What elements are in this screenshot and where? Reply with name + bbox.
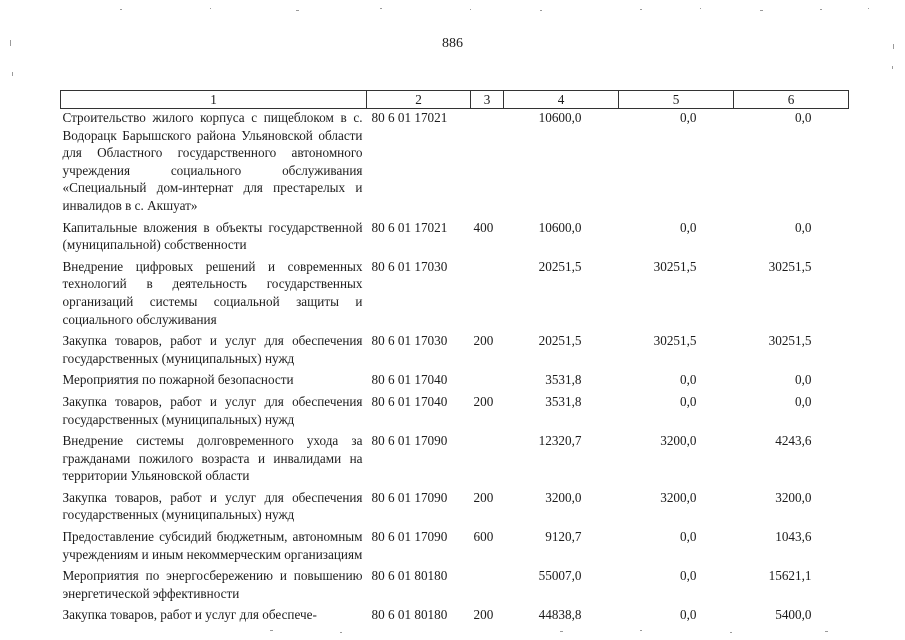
table-row — [61, 371, 849, 393]
table-header — [61, 91, 849, 109]
row-expense-type: 200 — [473, 333, 494, 349]
row-code: 80 6 01 17021 — [371, 110, 448, 125]
table-row — [61, 109, 849, 219]
row-value-2023: 10600,0 — [538, 219, 582, 235]
row-name: Закупка товаров, работ и услуг для обеспечения государственных (муниципальных) нужд — [62, 489, 363, 523]
row-expense-type — [471, 432, 504, 489]
row-value-2024: 30251,5 — [653, 258, 697, 274]
row-value-2025: 30251,5 — [768, 333, 812, 349]
budget-table — [60, 90, 849, 624]
row-value-2024: 0,0 — [680, 393, 697, 409]
page-number: 886 — [442, 36, 463, 51]
row-value-2025: 15621,1 — [768, 568, 812, 584]
row-code: 80 6 01 17090 — [371, 489, 448, 505]
row-expense-type: 600 — [473, 529, 494, 545]
row-value-2025: 0,0 — [795, 219, 812, 235]
row-value-2024: 0,0 — [680, 110, 697, 125]
row-name: Предоставление субсидий бюджетным, автономным учреждениям и иным некоммерческим организациям — [62, 529, 363, 562]
row-name: Внедрение системы долговременного ухода за гражданами пожилого возраста и инвалидами на территории Ульяновской области — [62, 433, 363, 484]
row-value-2024: 0,0 — [680, 568, 697, 584]
table-row — [61, 567, 849, 606]
row-name: Мероприятия по пожарной безопасности — [62, 372, 294, 388]
row-value-2024: 0,0 — [680, 372, 697, 388]
row-value-2025: 3200,0 — [775, 489, 812, 505]
row-expense-type — [471, 109, 504, 219]
row-value-2023: 12320,7 — [538, 433, 582, 449]
row-name: Закупка товаров, работ и услуг для обеспечения государственных (муниципальных) нужд — [62, 393, 363, 427]
table-row — [61, 606, 849, 624]
row-name: Закупка товаров, работ и услуг для обеспече- — [62, 607, 317, 623]
row-code: 80 6 01 80180 — [371, 568, 448, 584]
column-header-1: 1 — [61, 91, 367, 109]
row-value-2024: 0,0 — [680, 219, 697, 235]
row-value-2025: 0,0 — [795, 110, 812, 125]
row-value-2025: 4243,6 — [775, 433, 812, 449]
row-expense-type — [471, 371, 504, 393]
row-value-2024: 0,0 — [680, 529, 697, 545]
row-value-2023: 3531,8 — [545, 372, 582, 388]
row-value-2023: 55007,0 — [538, 568, 582, 584]
table-row — [61, 432, 849, 489]
row-code: 80 6 01 17090 — [371, 529, 448, 545]
row-value-2023: 3200,0 — [545, 489, 582, 505]
row-value-2023: 20251,5 — [538, 258, 582, 274]
row-name: Внедрение цифровых решений и современных технологий в деятельность государственных организаций системы социальной защиты и социального обслуживания — [62, 258, 363, 327]
row-code: 80 6 01 17040 — [371, 372, 448, 388]
row-expense-type: 200 — [473, 393, 494, 409]
column-header-2: 2 — [367, 91, 471, 109]
row-value-2023: 9120,7 — [545, 529, 582, 545]
table-row — [61, 258, 849, 332]
row-value-2025: 0,0 — [795, 393, 812, 409]
row-code: 80 6 01 17021 — [371, 219, 448, 235]
table-row — [61, 528, 849, 567]
table-body — [61, 109, 849, 625]
table-row — [61, 332, 849, 371]
row-value-2025: 5400,0 — [775, 607, 812, 623]
row-expense-type: 200 — [473, 489, 494, 505]
column-header-4: 4 — [504, 91, 619, 109]
row-name: Закупка товаров, работ и услуг для обеспечения государственных (муниципальных) нужд — [62, 333, 363, 366]
row-value-2025: 1043,6 — [775, 529, 812, 545]
row-code: 80 6 01 17040 — [371, 393, 448, 409]
table-row — [61, 489, 849, 528]
table-row — [61, 393, 849, 432]
row-value-2023: 3531,8 — [545, 393, 582, 409]
row-name: Капитальные вложения в объекты государственной (муниципальной) собственности — [62, 219, 363, 253]
row-value-2023: 44838,8 — [538, 607, 582, 623]
column-header-6: 6 — [734, 91, 849, 109]
row-code: 80 6 01 17030 — [371, 258, 448, 274]
row-value-2023: 10600,0 — [538, 110, 582, 125]
row-value-2024: 0,0 — [680, 607, 697, 623]
row-value-2024: 30251,5 — [653, 333, 697, 349]
row-expense-type — [471, 258, 504, 332]
row-code: 80 6 01 80180 — [371, 607, 448, 623]
row-expense-type — [471, 567, 504, 606]
row-value-2023: 20251,5 — [538, 333, 582, 349]
row-name: Строительство жилого корпуса с пищеблоком в с. Водорацк Барышского района Ульяновской области для Областного государственного автономного учреждения социального обслуживания «Специальный дом-интернат для престарелых и инвалидов в с. Акшуат» — [62, 110, 363, 213]
row-code: 80 6 01 17090 — [371, 433, 448, 449]
table-row — [61, 219, 849, 258]
row-expense-type: 200 — [473, 607, 494, 623]
column-header-3: 3 — [471, 91, 504, 109]
row-value-2024: 3200,0 — [660, 489, 697, 505]
row-name: Мероприятия по энергосбережению и повышению энергетической эффективности — [62, 568, 363, 601]
row-value-2024: 3200,0 — [660, 433, 697, 449]
row-value-2025: 0,0 — [795, 372, 812, 388]
row-expense-type: 400 — [473, 219, 494, 235]
column-header-5: 5 — [619, 91, 734, 109]
row-value-2025: 30251,5 — [768, 258, 812, 274]
row-code: 80 6 01 17030 — [371, 333, 448, 349]
